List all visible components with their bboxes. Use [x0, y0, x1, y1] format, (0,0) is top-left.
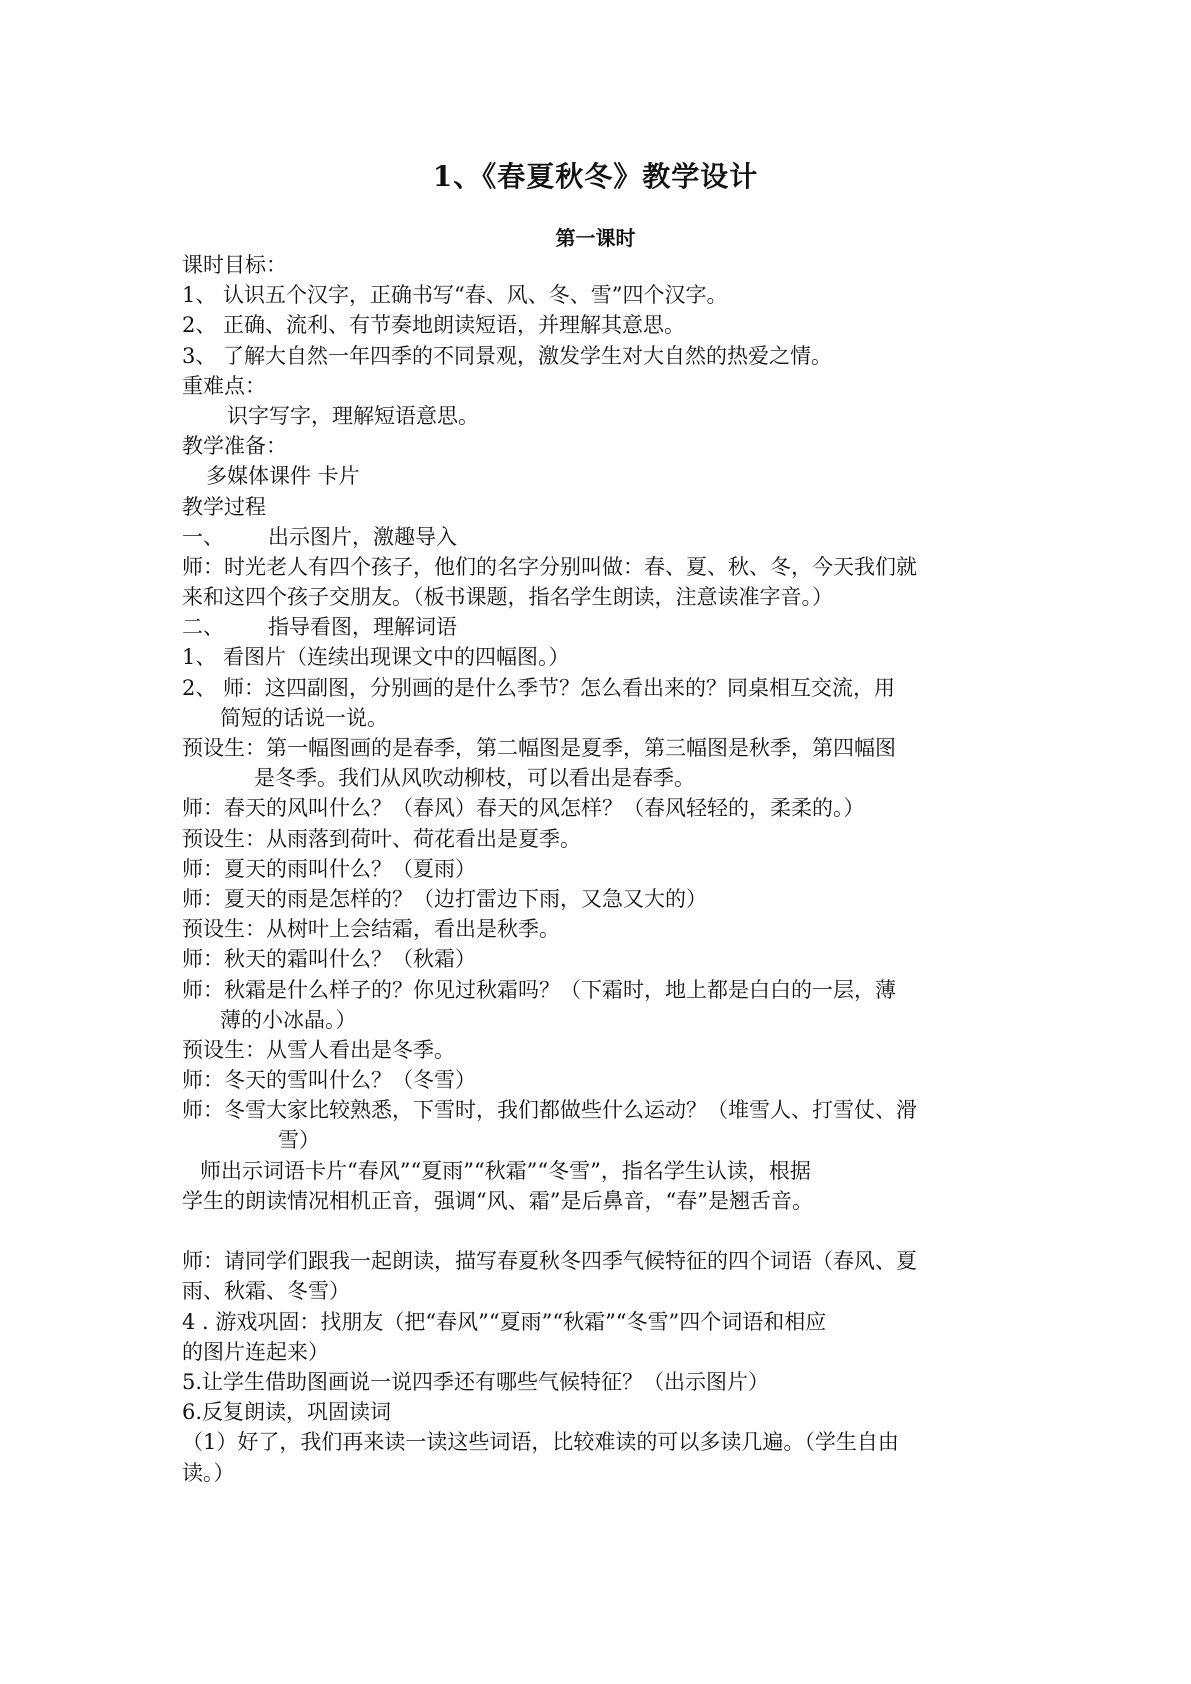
step-1-heading — [182, 522, 1022, 552]
teacher-line-4: 师：秋天的霜叫什么？（秋霜） — [182, 947, 476, 972]
process-heading: 教学过程 — [182, 494, 266, 519]
lesson-period-heading: 第一课时 — [555, 226, 636, 250]
paragraph-intro-line-1: 师：时光老人有四个孩子，他们的名字分别叫做：春、夏、秋、冬，今天我们就 — [182, 554, 917, 579]
teacher-line-3: 师：夏天的雨是怎样的？（边打雷边下雨，又急又大的） — [182, 886, 707, 911]
teacher-line-2: 师：夏天的雨叫什么？（夏雨） — [182, 856, 476, 881]
preparation-heading: 教学准备： — [182, 434, 287, 459]
teacher-line-6: 师：冬天的雪叫什么？（冬雪） — [182, 1068, 476, 1093]
game-item-4-line-2: 的图片连起来） — [182, 1339, 329, 1364]
step-2-number: 二、 — [182, 615, 224, 640]
step-2-item-1: 1、 看图片（连续出现课文中的四幅图。） — [182, 645, 570, 670]
teacher-line-5-line-2: 薄的小冰晶。） — [220, 1007, 357, 1032]
teacher-line-8-line-1: 师：请同学们跟我一起朗读，描写春夏秋冬四季气候特征的四个词语（春风、夏 — [182, 1249, 917, 1274]
preset-answer-4: 预设生：从雪人看出是冬季。 — [182, 1037, 455, 1062]
teacher-line-7-line-1: 师：冬雪大家比较熟悉，下雪时，我们都做些什么运动？（堆雪人、打雪仗、滑 — [182, 1098, 917, 1123]
word-card-line-1: 师出示词语卡片“春风”“夏雨”“秋霜”“冬雪”，指名学生认读，根据 — [200, 1158, 811, 1183]
key-points-heading: 重难点： — [182, 373, 266, 398]
step-2-item-2-line-2: 简短的话说一说。 — [220, 705, 388, 730]
goal-item-1: 1、 认识五个汉字，正确书写“春、风、冬、雪”四个汉字。 — [182, 283, 728, 308]
goal-item-3: 3、 了解大自然一年四季的不同景观，激发学生对大自然的热爱之情。 — [182, 343, 833, 368]
teacher-line-7-line-2: 雪） — [278, 1128, 320, 1153]
step-2-title: 指导看图，理解词语 — [268, 615, 457, 640]
item-5: 5.让学生借助图画说一说四季还有哪些气候特征？（出示图片） — [182, 1369, 770, 1394]
teacher-line-5-line-1: 师：秋霜是什么样子的？你见过秋霜吗？（下霜时，地上都是白白的一层，薄 — [182, 977, 896, 1002]
blank-line — [182, 1216, 1022, 1246]
document-title: 1、《春夏秋冬》教学设计 — [432, 160, 759, 193]
document-body — [182, 250, 1022, 1488]
preset-answer-3: 预设生：从树叶上会结霜，看出是秋季。 — [182, 917, 560, 942]
preset-answer-1-line-1: 预设生：第一幅图画的是春季，第二幅图是夏季，第三幅图是秋季，第四幅图 — [182, 736, 896, 760]
item-6-sub-1-line-2: 读。） — [182, 1460, 235, 1485]
step-2-item-2-line-1: 2、 师：这四副图，分别画的是什么季节？怎么看出来的？同桌相互交流，用 — [182, 675, 896, 700]
goal-item-2: 2、 正确、流利、有节奏地朗读短语，并理解其意思。 — [182, 313, 686, 338]
preset-answer-1-line-2: 是冬季。我们从风吹动柳枝，可以看出是春季。 — [254, 766, 695, 791]
preset-answer-2: 预设生：从雨落到荷叶、荷花看出是夏季。 — [182, 826, 581, 851]
paragraph-intro-line-2: 来和这四个孩子交朋友。（板书课题，指名学生朗读，注意读准字音。） — [182, 585, 833, 610]
item-6-sub-1-line-1: （1）好了，我们再来读一读这些词语，比较难读的可以多读几遍。（学生自由 — [182, 1430, 899, 1455]
game-item-4-line-1: 4 . 游戏巩固：找朋友（把“春风”“夏雨”“秋霜”“冬雪”四个词语和相应 — [182, 1309, 827, 1334]
step-1-number: 一、 — [182, 524, 224, 549]
key-points-text: 识字写字，理解短语意思。 — [227, 403, 479, 428]
step-2-heading — [182, 612, 1022, 642]
word-card-line-2: 学生的朗读情况相机正音，强调“风、霜”是后鼻音，“春”是翘舌音。 — [182, 1188, 813, 1213]
teacher-line-1: 师：春天的风叫什么？（春风）春天的风怎样？（春风轻轻的，柔柔的。） — [182, 796, 865, 821]
preparation-text: 多媒体课件 卡片 — [206, 464, 360, 489]
item-6: 6.反复朗读，巩固读词 — [182, 1400, 392, 1425]
teacher-line-8-line-2: 雨、秋霜、冬雪） — [182, 1279, 350, 1304]
goals-heading: 课时目标： — [182, 253, 287, 277]
step-1-title: 出示图片，激趣导入 — [268, 524, 457, 549]
